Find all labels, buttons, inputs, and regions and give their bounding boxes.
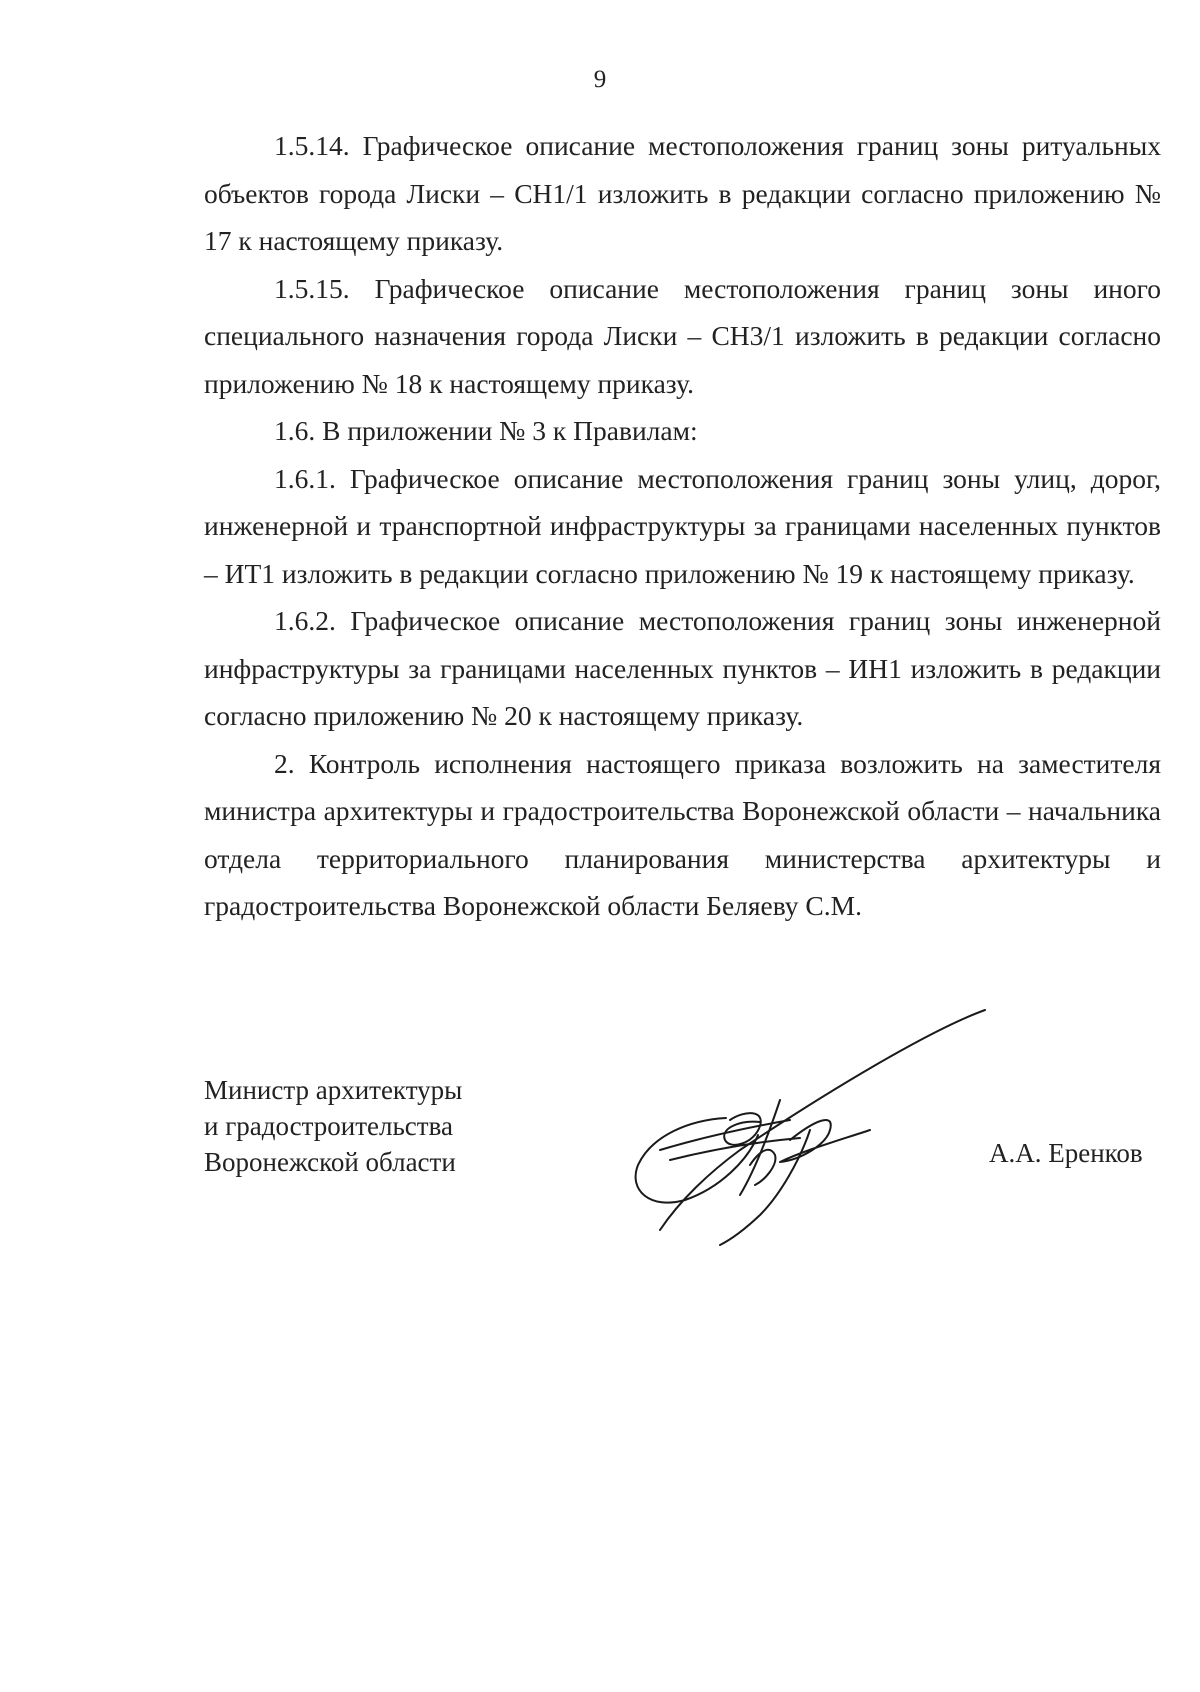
paragraph-1-6: 1.6. В приложении № 3 к Правилам: [274, 415, 698, 446]
document-body [204, 122, 1161, 930]
signer-name: А.А. Еренков [989, 1138, 1143, 1168]
signatory-title-line: Министр архитектуры [204, 1075, 463, 1105]
page-number: 9 [593, 66, 607, 93]
signatory-title-line: Воронежской области [204, 1147, 456, 1177]
handwritten-signature [630, 1000, 1010, 1250]
signatory-title [204, 1072, 462, 1180]
paragraph-1-5-14: 1.5.14. Графическое описание местоположения границ зоны ритуальных объектов города Лиски – СН1/1 изложить в редакции согласно приложению № 17 к настоящему приказу. [204, 130, 1161, 256]
signatory-title-line: и градостроительства [204, 1111, 453, 1141]
paragraph-1-6-1: 1.6.1. Графическое описание местоположения границ зоны улиц, дорог, инженерной и транспортной инфраструктуры за границами населенных пунктов – ИТ1 изложить в редакции согласно приложению № 19 к настоящему приказу. [204, 462, 1161, 589]
paragraph-2-control: 2. Контроль исполнения настоящего приказа возложить на заместителя министра архитектуры и градостроительства Воронежской области – начальника отдела территориального планирования министерства архитектуры и градостроительства Воронежской области Беляеву С.М. [204, 747, 1161, 921]
paragraph-1-5-15: 1.5.15. Графическое описание местоположения границ зоны иного специального назначения города Лиски – СН3/1 изложить в редакции согласно приложению № 18 к настоящему приказу. [204, 272, 1161, 399]
paragraph-1-6-2: 1.6.2. Графическое описание местоположения границ зоны инженерной инфраструктуры за границами населенных пунктов – ИН1 изложить в редакции согласно приложению № 20 к настоящему приказу. [204, 605, 1161, 731]
